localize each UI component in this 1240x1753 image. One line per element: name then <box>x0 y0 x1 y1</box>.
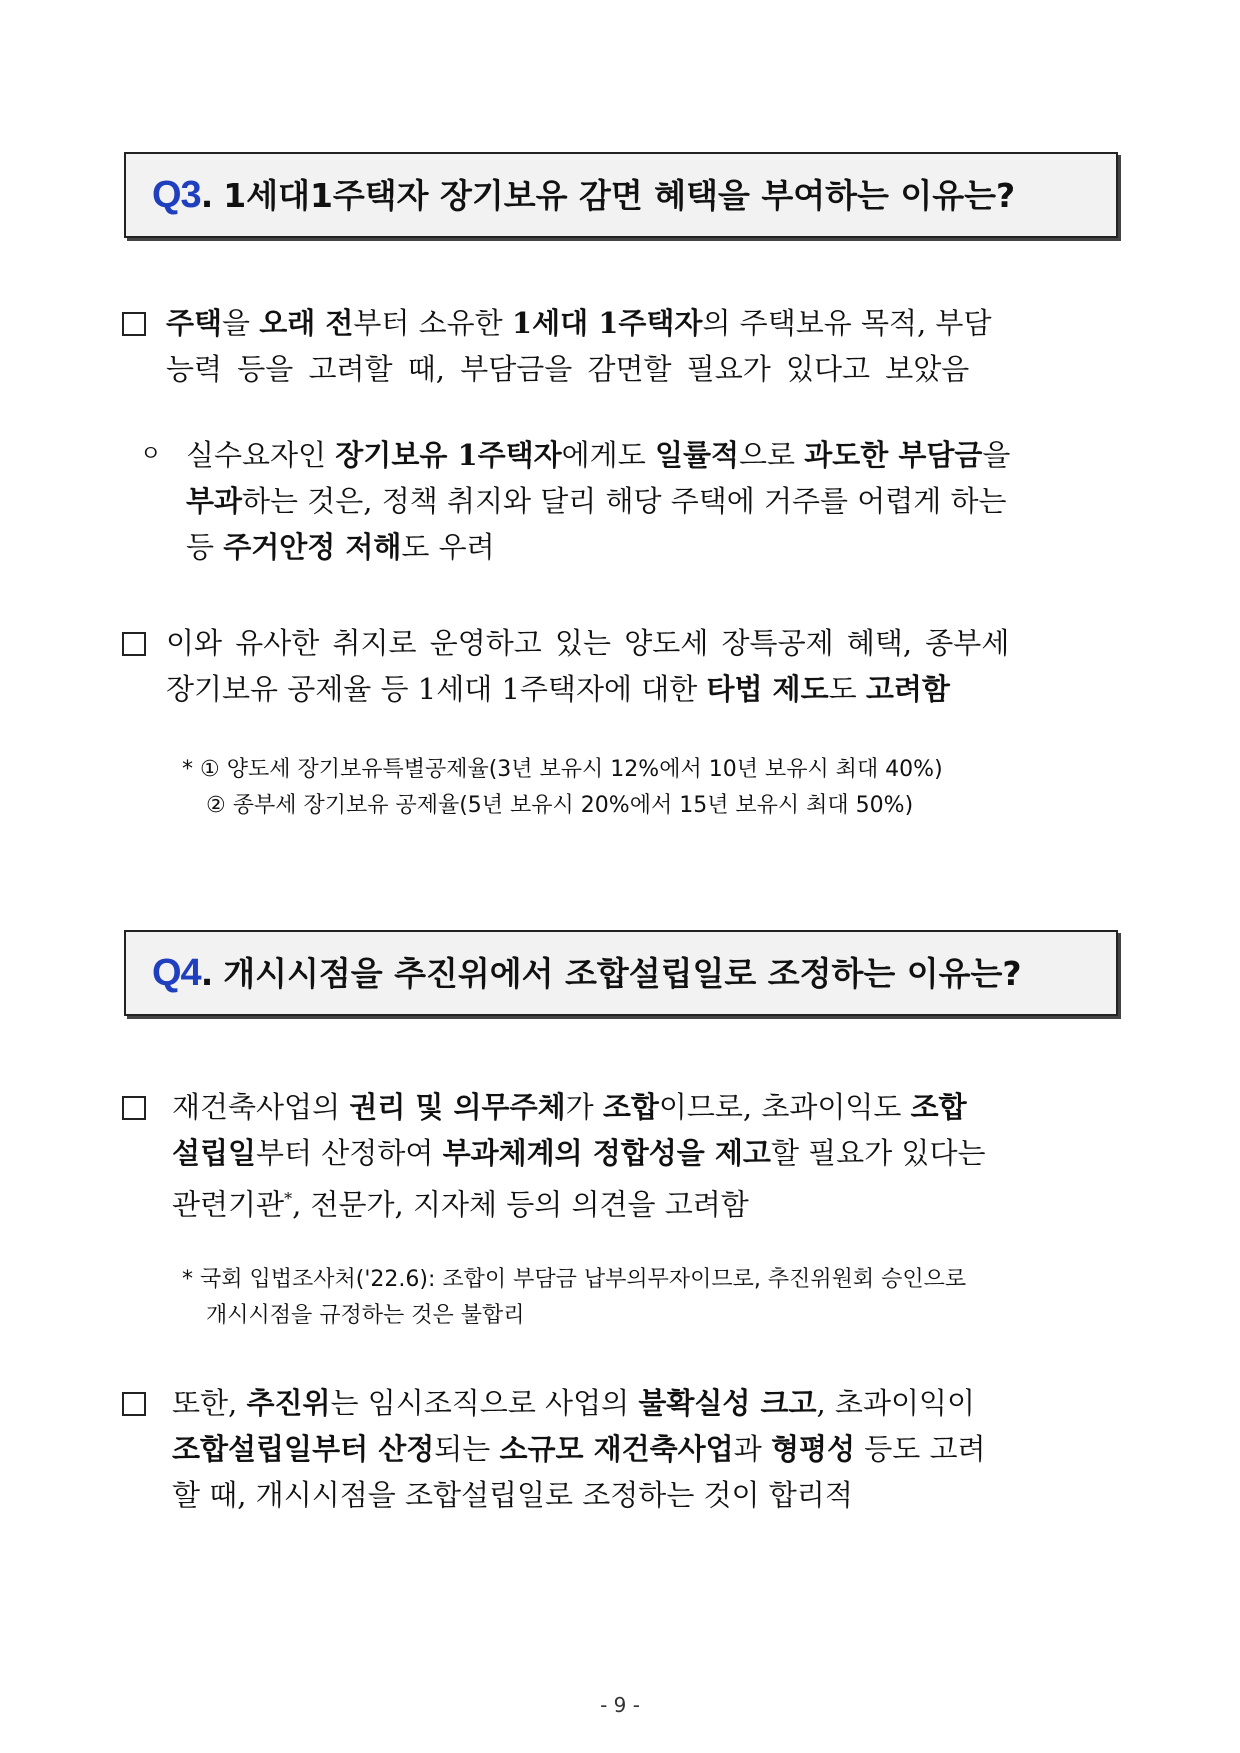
square-bullet-icon <box>122 1096 146 1120</box>
q3-para2-line1: 실수요자인 장기보유 1주택자에게도 일률적으로 과도한 부담금을 <box>186 438 1011 472</box>
square-bullet-icon <box>122 632 146 656</box>
q3-para3-line2: 장기보유 공제율 등 1세대 1주택자에 대한 타법 제도도 고려함 <box>166 672 950 706</box>
q4-para2-line2: 조합설립일부터 산정되는 소규모 재건축사업과 형평성 등도 고려 <box>172 1432 986 1466</box>
q3-title: 1세대1주택자 장기보유 감면 혜택을 부여하는 이유는? <box>223 176 1016 215</box>
square-bullet-icon <box>122 312 146 336</box>
q3-footnote-line1: * ① 양도세 장기보유특별공제율(3년 보유시 12%에서 10년 보유시 최대 40%) <box>182 757 943 782</box>
q3-para1-line1: 주택을 오래 전부터 소유한 1세대 1주택자의 주택보유 목적, 부담 <box>166 306 992 340</box>
q3-para1-line2: 능력 등을 고려할 때, 부담금을 감면할 필요가 있다고 보았음 <box>166 352 970 386</box>
q4-dot: . <box>200 954 214 993</box>
q4-para1-line3: 관련기관*, 전문가, 지자체 등의 의견을 고려함 <box>172 1187 749 1222</box>
page-number: - 9 - <box>600 1693 640 1717</box>
q4-para1-line1: 재건축사업의 권리 및 의무주체가 조합이므로, 초과이익도 조합 <box>172 1090 967 1124</box>
q4-footnote-line2: 개시시점을 규정하는 것은 불합리 <box>206 1303 525 1328</box>
q3-number: Q3 <box>152 174 201 216</box>
q4-number: Q4 <box>152 952 201 994</box>
q3-para2-line2: 부과하는 것은, 정책 취지와 달리 해당 주택에 거주를 어렵게 하는 <box>186 484 1007 518</box>
q3-footnote-line2: ② 종부세 장기보유 공제율(5년 보유시 20%에서 15년 보유시 최대 50%) <box>206 793 914 818</box>
square-bullet-icon <box>122 1392 146 1416</box>
q3-dot: . <box>200 176 214 215</box>
q4-para1-line2: 설립일부터 산정하여 부과체계의 정합성을 제고할 필요가 있다는 <box>172 1136 986 1170</box>
q4-footnote-line1: * 국회 입법조사처('22.6): 조합이 부담금 납부의무자이므로, 추진위원회 승인으로 <box>182 1267 967 1292</box>
q4-title: 개시시점을 추진위에서 조합설립일로 조정하는 이유는? <box>223 954 1022 993</box>
q4-para2-line1: 또한, 추진위는 임시조직으로 사업의 불확실성 크고, 초과이익이 <box>172 1386 976 1420</box>
q3-para3-line1: 이와 유사한 취지로 운영하고 있는 양도세 장특공제 혜택, 종부세 <box>166 626 1010 660</box>
q3-para2-line3: 등 주거안정 저해도 우려 <box>186 530 495 564</box>
q4-para2-line3: 할 때, 개시시점을 조합설립일로 조정하는 것이 합리적 <box>172 1478 853 1512</box>
circle-bullet-icon: ㅇ <box>140 442 162 467</box>
q4-heading-box <box>124 930 1118 1016</box>
q3-heading-box <box>124 152 1118 238</box>
